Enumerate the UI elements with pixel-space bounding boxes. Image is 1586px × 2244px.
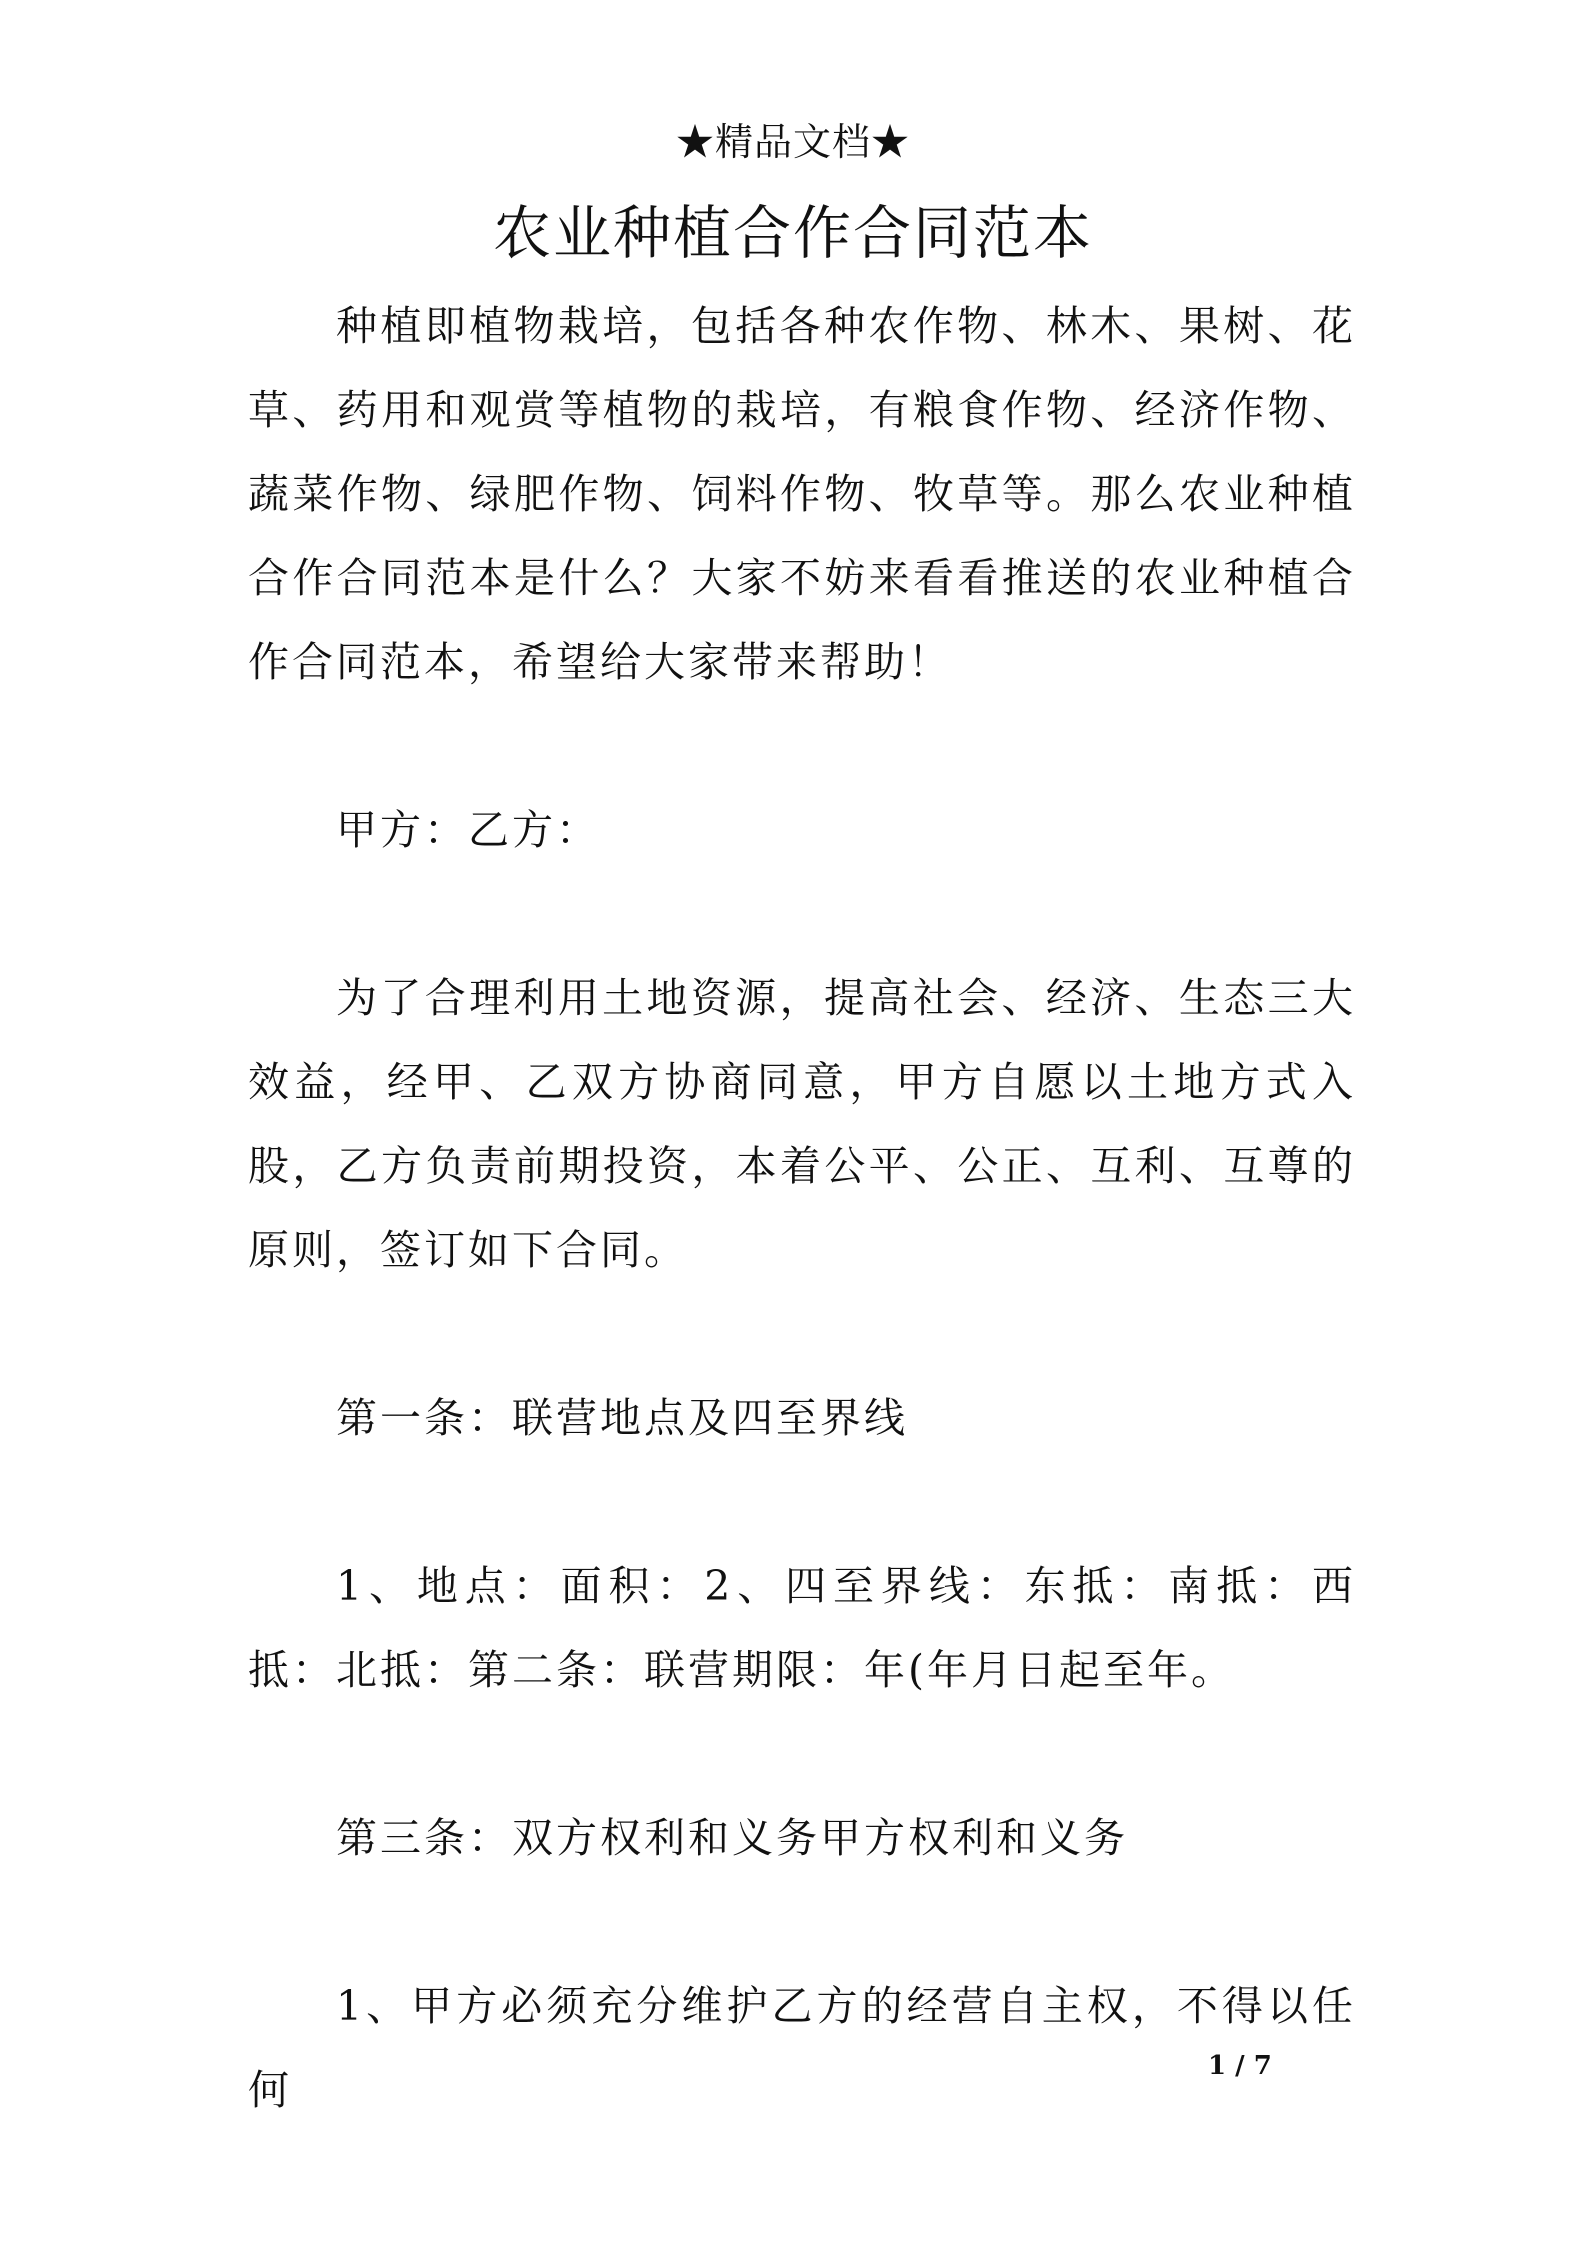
article-3-item-1: 1、甲方必须充分维护乙方的经营自主权，不得以任何 bbox=[248, 1982, 1356, 2114]
page-header: ★精品文档★ bbox=[675, 120, 910, 164]
article-3-heading: 第三条：双方权利和义务甲方权利和义务 bbox=[336, 1814, 1128, 1862]
article-1-heading: 第一条：联营地点及四至界线 bbox=[336, 1394, 908, 1442]
page-number: 1 / 7 bbox=[1208, 2051, 1272, 2081]
document-body bbox=[248, 284, 1356, 2132]
parties-line: 甲方：乙方： bbox=[336, 806, 600, 854]
article-1-details: 1、地点：面积：2、四至界线：东抵：南抵：西抵：北抵：第二条：联营期限：年(年月日起至年。 bbox=[248, 1562, 1356, 1694]
purpose-paragraph: 为了合理利用土地资源，提高社会、经济、生态三大效益，经甲、乙双方协商同意，甲方自愿以土地方式入股，乙方负责前期投资，本着公平、公正、互利、互尊的原则，签订如下合同。 bbox=[248, 974, 1356, 1274]
document-title: 农业种植合作合同范本 bbox=[492, 199, 1093, 267]
intro-paragraph: 种植即植物栽培，包括各种农作物、林木、果树、花草、药用和观赏等植物的栽培，有粮食作物、经济作物、蔬菜作物、绿肥作物、饲料作物、牧草等。那么农业种植合作合同范本是什么？大家不妨来看看推送的农业种植合作合同范本，希望给大家带来帮助！ bbox=[248, 302, 1356, 686]
